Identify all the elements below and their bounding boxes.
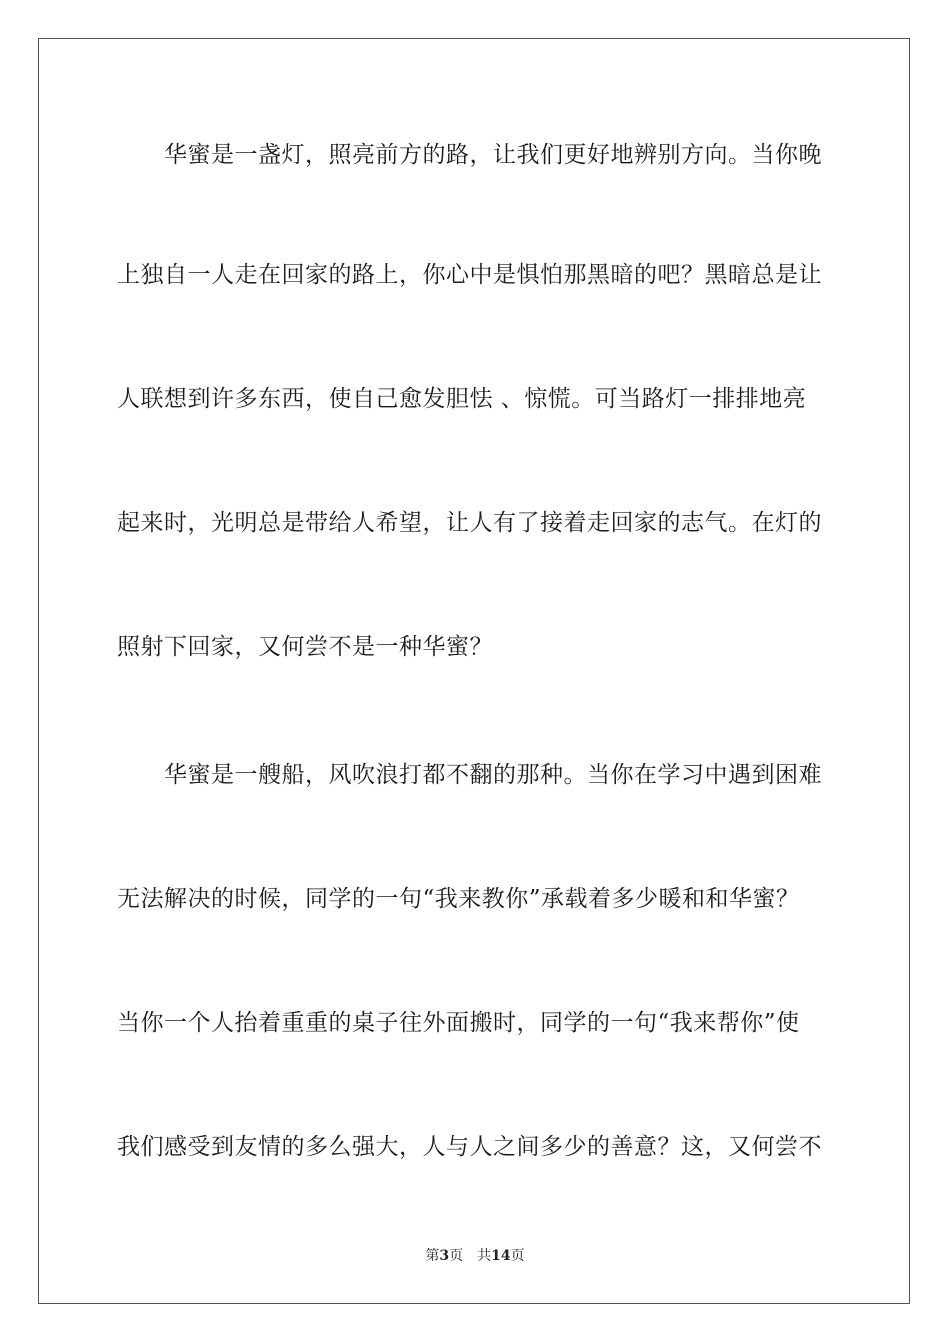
page-footer — [0, 1246, 950, 1266]
text-line: 当你一个人抬着重重的桌子往外面搬时，同学的一句“我来帮你”使 — [117, 1010, 800, 1036]
text-line: 无法解决的时候，同学的一句“我来教你”承载着多少暖和和华蜜？ — [117, 886, 800, 912]
total-prefix: 共 — [477, 1248, 492, 1264]
text-line: 人联想到许多东西，使自己愈发胆怯 、惊慌。可当路灯一排排地亮 — [117, 386, 807, 412]
text-line: 上独自一人走在回家的路上，你心中是惧怕那黑暗的吧？黑暗总是让 — [117, 262, 822, 288]
total-pages: 14 — [491, 1248, 511, 1264]
text-line: 华蜜是一盏灯，照亮前方的路，让我们更好地辨别方向。当你晚 — [164, 142, 822, 168]
page-number: 3 — [439, 1248, 450, 1264]
text-line: 华蜜是一艘船，风吹浪打都不翻的那种。当你在学习中遇到困难 — [164, 762, 822, 788]
text-line: 照射下回家，又何尝不是一种华蜜？ — [117, 634, 493, 660]
text-line: 我们感受到友情的多么强大，人与人之间多少的善意？这，又何尝不 — [117, 1134, 822, 1160]
page-suffix: 页 — [449, 1248, 464, 1264]
page-prefix: 第 — [425, 1248, 440, 1264]
page-border — [38, 38, 910, 1304]
total-suffix: 页 — [510, 1248, 525, 1264]
text-line: 起来时，光明总是带给人希望，让人有了接着走回家的志气。在灯的 — [117, 510, 822, 536]
